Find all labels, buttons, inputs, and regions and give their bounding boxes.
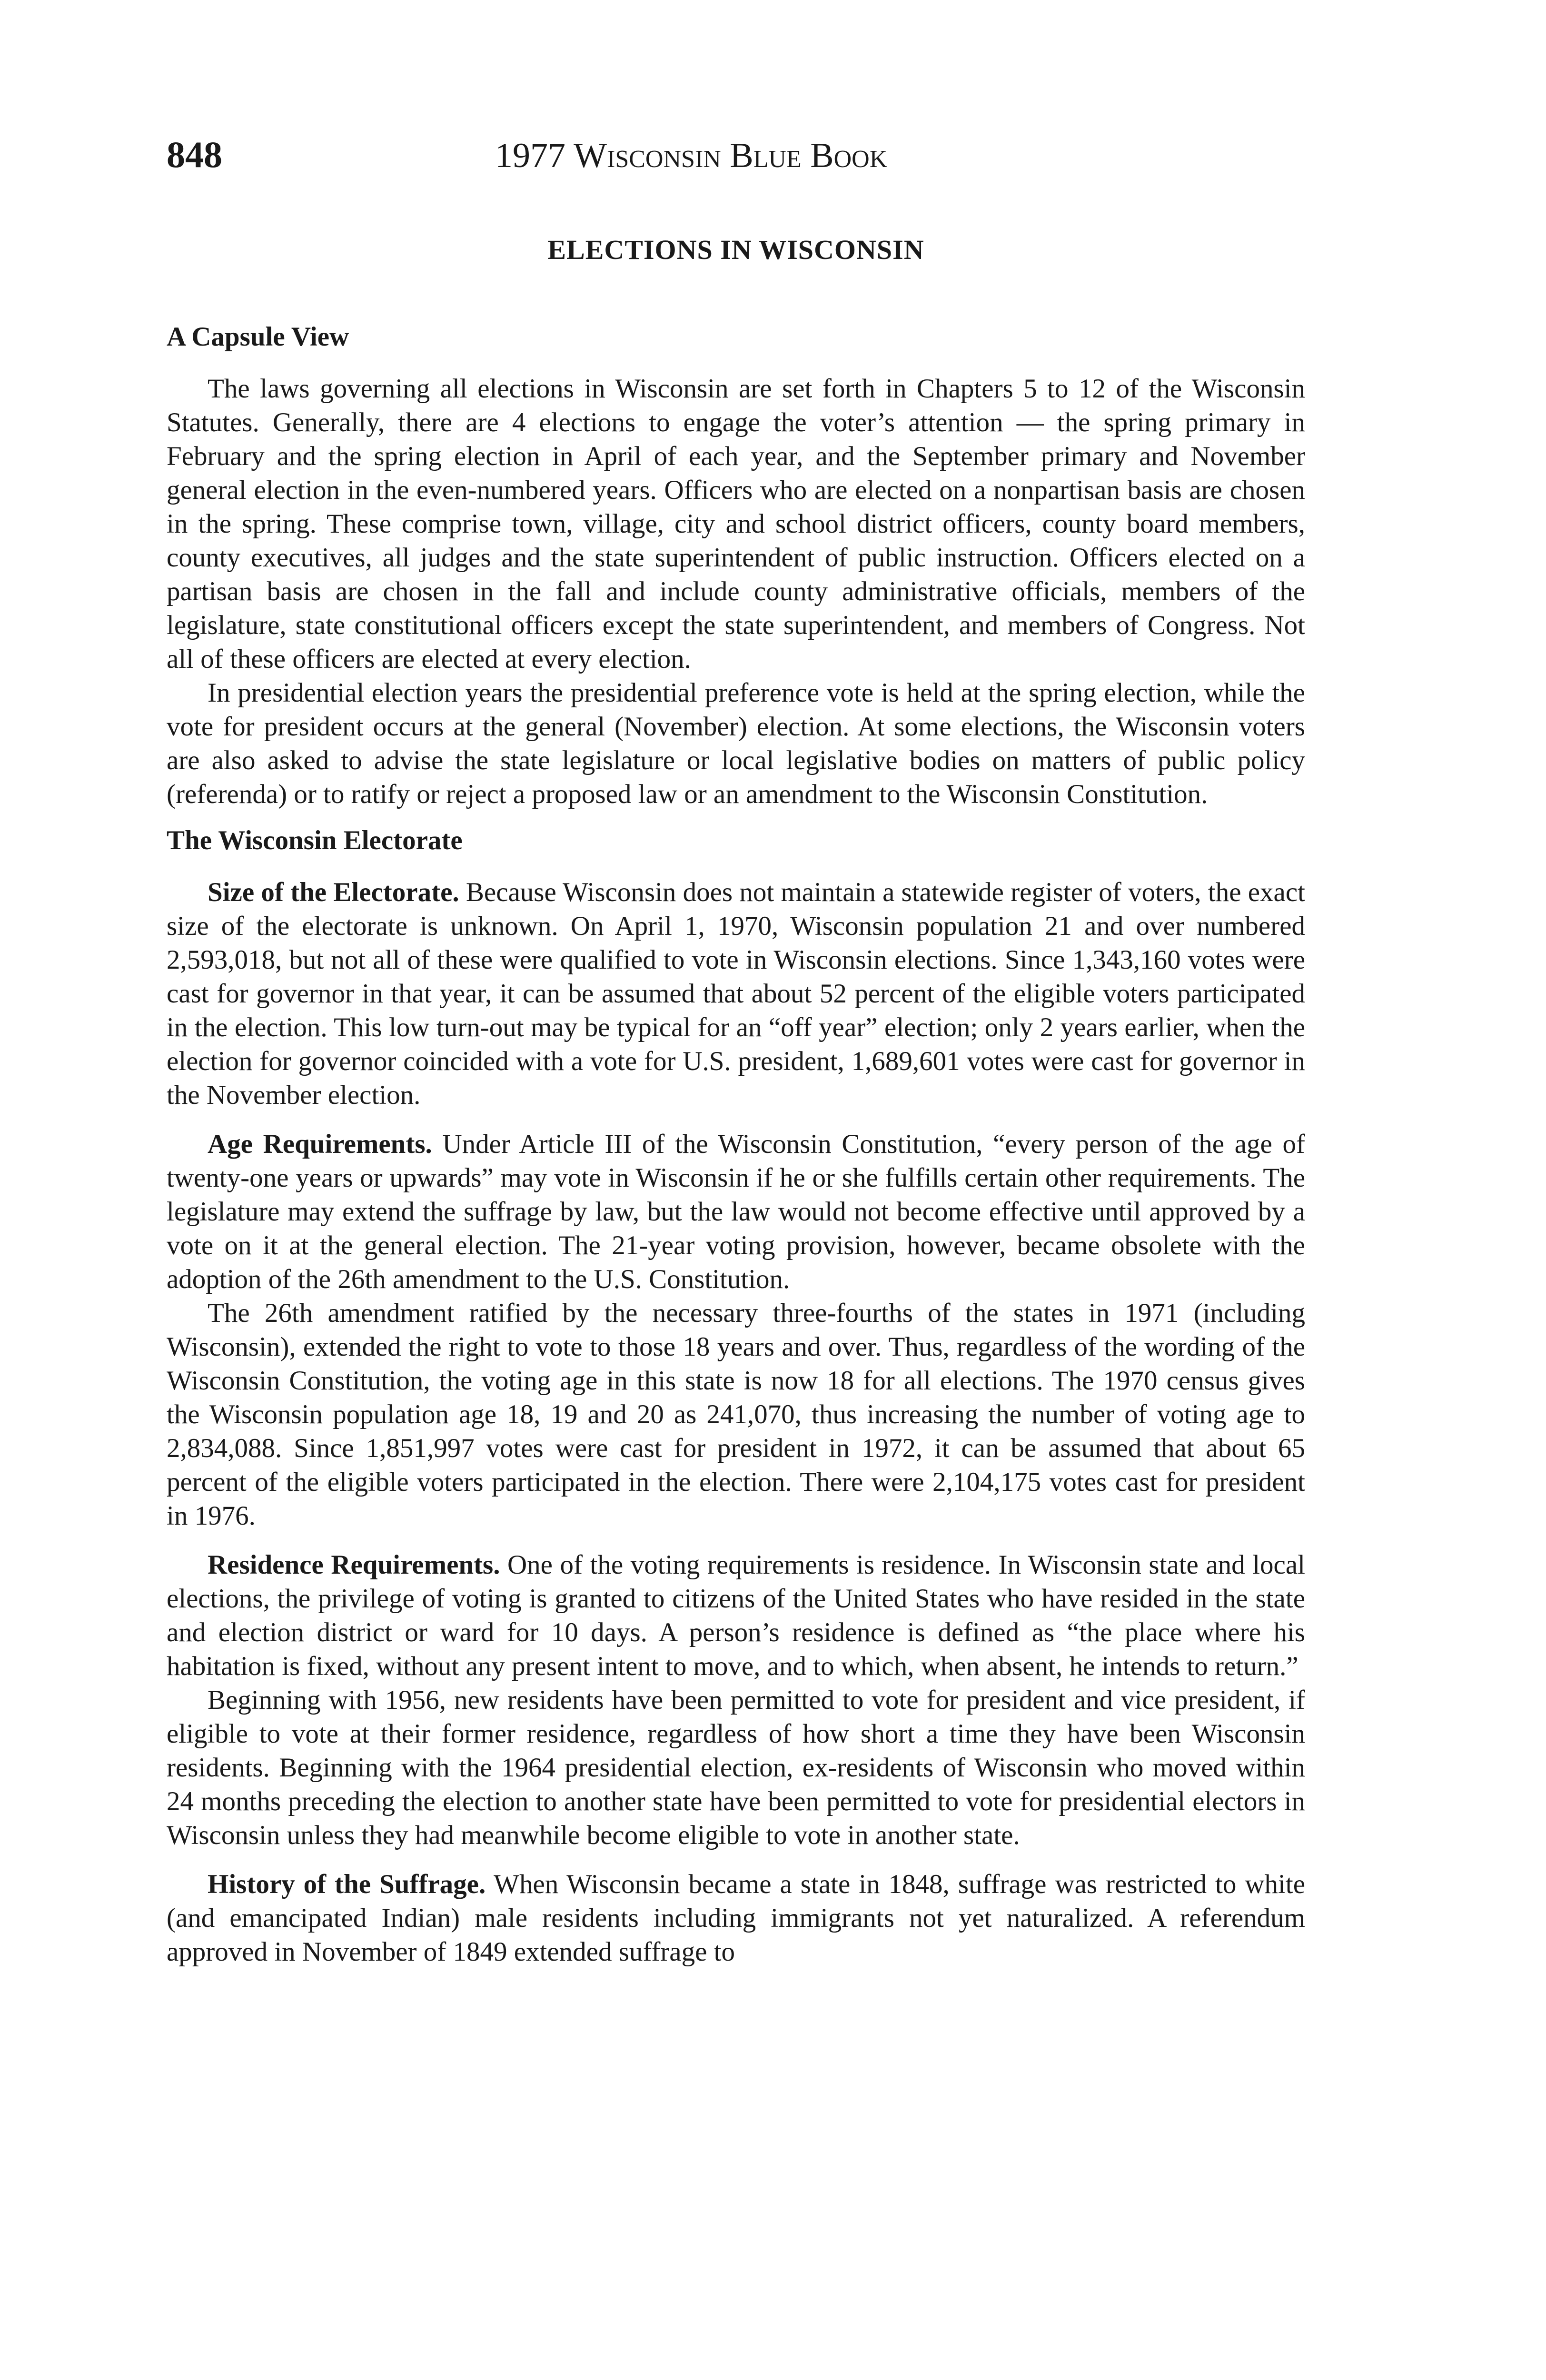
running-head: 1977 Wisconsin Blue Book	[495, 136, 888, 175]
paragraph: The laws governing all elections in Wisconsin are set forth in Chapters 5 to 12 of the Wisconsin Statutes. Generally, there are 4 elections to engage the voter’s attention — the spring primary in February and the spring election in April of each year, and the September primary and November general election in the even-numbered years. Officers who are elected on a nonpartisan basis are chosen in the spring. These comprise town, village, city and school district officers, county board members, county executives, all judges and the state superintendent of public instruction. Officers elected on a partisan basis are chosen in the fall and include county administrative officials, members of the legislature, state constitutional officers except the state superintendent, and members of Congress. Not all of these officers are elected at every election.	[167, 374, 1305, 674]
paragraph-text: Because Wisconsin does not maintain a statewide register of voters, the exact size of the electorate is unknown. On April 1, 1970, Wisconsin population 21 and over numbered 2,593,018, but not all of these were qualified to vote in Wisconsin elections. Since 1,343,160 votes were cast for governor in that year, it can be assumed that about 52 percent of the eligible voters participated in the election. This low turn-out may be typical for an “off year” election; only 2 years earlier, when the election for governor coincided with a vote for U.S. president, 1,689,601 votes were cast for governor in the November election.	[167, 877, 1305, 1110]
section-heading-wisconsin-electorate: The Wisconsin Electorate	[167, 825, 463, 855]
article-body	[167, 320, 1305, 1969]
paragraph-age-requirements	[167, 1127, 1305, 1296]
paragraph: Beginning with 1956, new residents have been permitted to vote for president and vice president, if eligible to vote at their former residence, regardless of how short a time they have been Wisconsin residents. Beginning with the 1964 presidential election, ex-residents of Wisconsin who moved within 24 months preceding the election to another state have been permitted to vote for presidential electors in Wisconsin unless they had meanwhile become eligible to vote in another state.	[167, 1685, 1305, 1850]
run-in-heading: Age Requirements.	[208, 1129, 432, 1159]
paragraph-text: Under Article III of the Wisconsin Constitution, “every person of the age of twenty-one years or upwards” may vote in Wisconsin if he or she fulfills certain other requirements. The legislature may extend the suffrage by law, but the law would not become effective until approved by a vote on it at the general election. The 21-year voting provision, however, became obsolete with the adoption of the 26th amendment to the U.S. Constitution.	[167, 1129, 1305, 1294]
page-number: 848	[167, 134, 222, 175]
paragraph-size-of-electorate	[167, 875, 1305, 1112]
paragraph-text: One of the voting requirements is residence. In Wisconsin state and local elections, the privilege of voting is granted to citizens of the United States who have resided in the state and election district or ward for 10 days. A person’s residence is defined as “the place where his habitation is fixed, without any present intent to move, and to which, when absent, he intends to return.”	[167, 1550, 1305, 1681]
paragraph-history-of-suffrage	[167, 1867, 1305, 1969]
run-in-heading: Size of the Electorate.	[208, 877, 459, 907]
run-in-heading: History of the Suffrage.	[208, 1869, 486, 1899]
paragraph: In presidential election years the presidential preference vote is held at the spring election, while the vote for president occurs at the general (November) election. At some elections, the Wisconsin voters are also asked to advise the state legislature or local legislative bodies on matters of public policy (referenda) or to ratify or reject a proposed law or an amendment to the Wisconsin Constitution.	[167, 678, 1305, 809]
paragraph-text: When Wisconsin became a state in 1848, suffrage was restricted to white (and emancipated Indian) male residents including immigrants not yet naturalized. A referendum approved in November of 1849 extended suffrage to	[167, 1869, 1306, 1967]
paragraph: The 26th amendment ratified by the necessary three-fourths of the states in 1971 (including Wisconsin), extended the right to vote to those 18 years and over. Thus, regardless of the wording of the Wisconsin Constitution, the voting age in this state is now 18 for all elections. The 1970 census gives the Wisconsin population age 18, 19 and 20 as 241,070, thus increasing the number of voting age to 2,834,088. Since 1,851,997 votes were cast for president in 1972, it can be assumed that about 65 percent of the eligible voters participated in the election. There were 2,104,175 votes cast for president in 1976.	[167, 1298, 1305, 1531]
run-in-heading: Residence Requirements.	[208, 1550, 500, 1580]
section-heading-capsule-view: A Capsule View	[167, 322, 349, 352]
paragraph-residence-requirements	[167, 1548, 1305, 1683]
article-title: ELECTIONS IN WISCONSIN	[547, 234, 924, 265]
